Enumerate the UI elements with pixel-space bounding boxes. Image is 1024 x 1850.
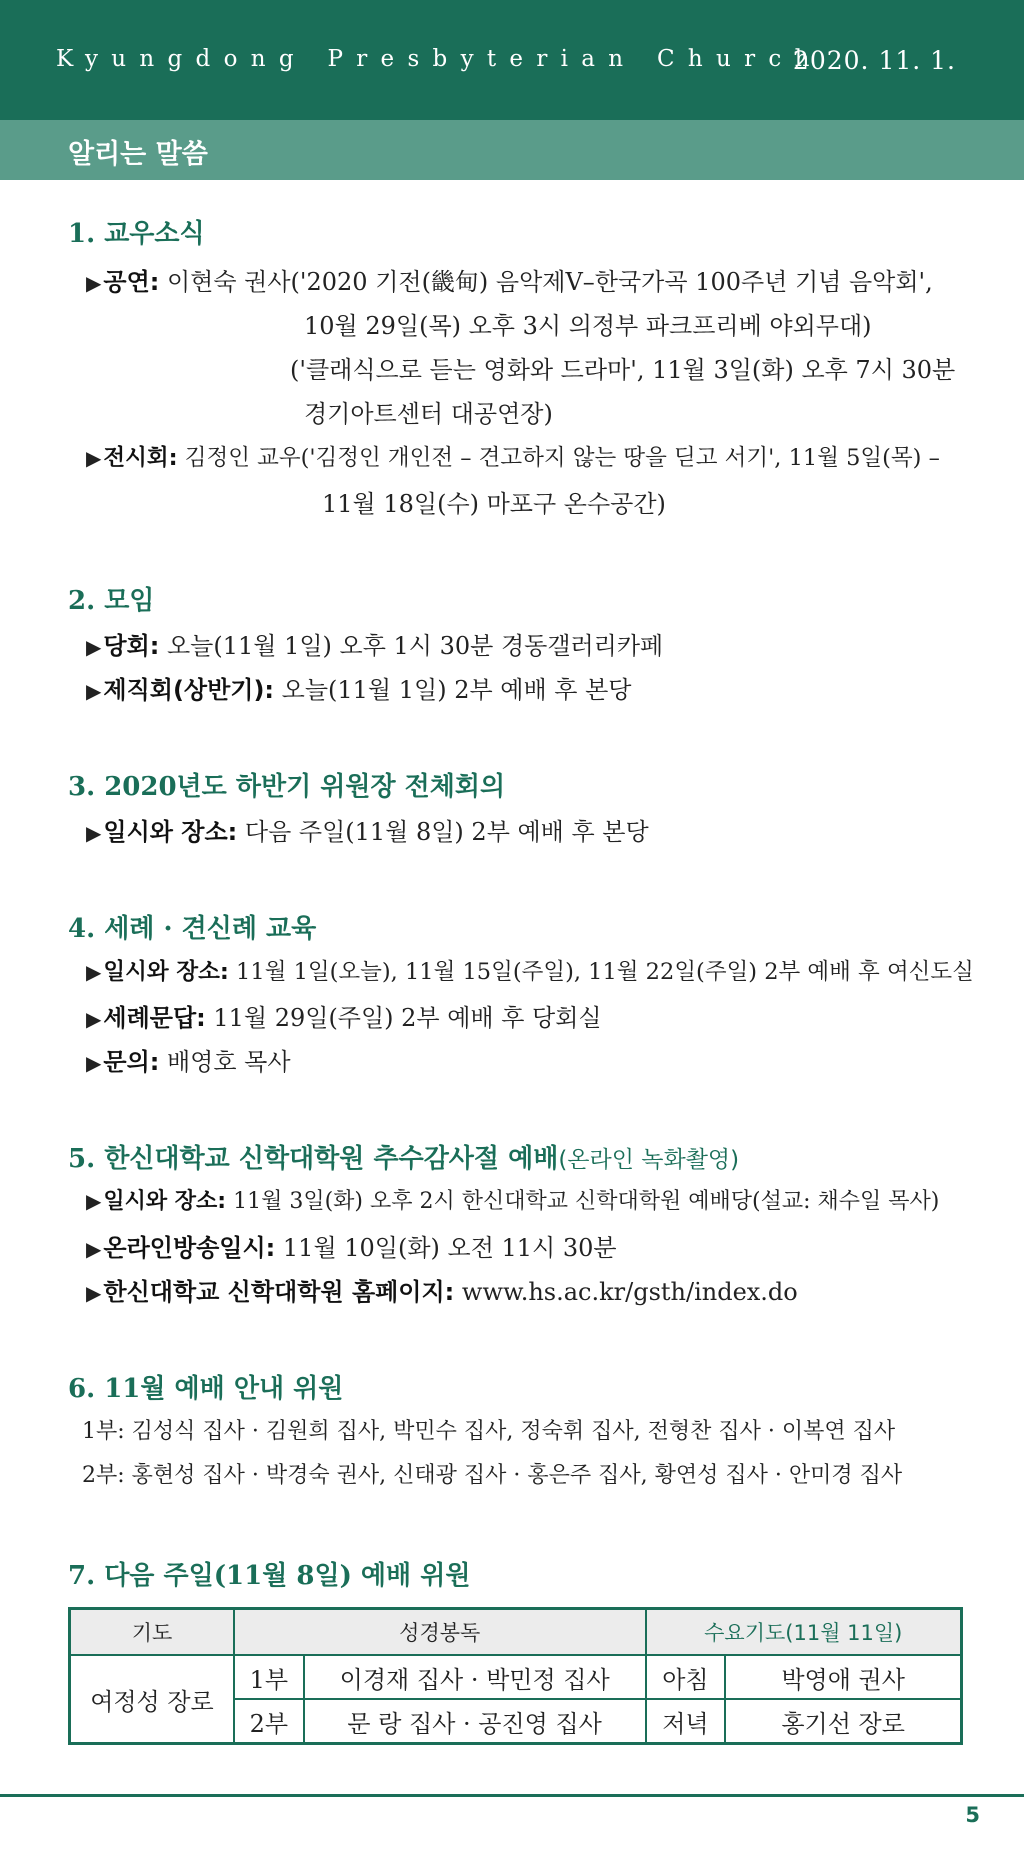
ushers-2nd-service: 2부: 홍현성 집사 · 박경숙 권사, 신태광 집사 · 홍은주 집사, 황연성 집사 · 안미경 집사 <box>82 1463 903 1488</box>
section-7-title: 7. 다음 주일(11월 8일) 예배 위원 <box>68 1561 471 1591</box>
service-part: 2부 <box>234 1699 304 1744</box>
section-1-title: 1. 교우소식 <box>68 219 205 249</box>
readers: 문 랑 집사 · 공진영 집사 <box>304 1699 646 1744</box>
inquiry-label: 문의: <box>103 1048 160 1076</box>
performance-line-2: 10월 29일(목) 오후 3시 의정부 파크프리베 야외무대) <box>304 312 872 340</box>
header-bar <box>0 0 1024 120</box>
table-row <box>70 1655 962 1699</box>
session-line: ▶당회: 오늘(11월 1일) 오후 1시 30분 경동갤러리카페 <box>86 632 664 660</box>
worship-duty-table <box>68 1607 963 1745</box>
service-part: 1부 <box>234 1655 304 1699</box>
prayer-leader: 여정성 장로 <box>70 1655 234 1744</box>
section-title: 알리는 말씀 <box>68 139 208 170</box>
wednesday-prayer-leader: 박영애 권사 <box>725 1655 961 1699</box>
section-bar <box>0 120 1024 180</box>
readers: 이경재 집사 · 박민정 집사 <box>304 1655 646 1699</box>
section-2-title: 2. 모임 <box>68 586 155 616</box>
wednesday-prayer-leader: 홍기선 장로 <box>725 1699 961 1744</box>
homepage-link[interactable]: www.hs.ac.kr/gsth/index.do <box>454 1278 798 1306</box>
header-wednesday-prayer: 수요기도(11월 11일) <box>646 1609 962 1656</box>
datetime-place-label: 일시와 장소: <box>103 1189 227 1214</box>
session-label: 당회: <box>103 632 160 660</box>
thanksgiving-schedule-line: ▶일시와 장소: 11월 3일(화) 오후 2시 한신대학교 신학대학원 예배당(설교: 채수일 목사) <box>86 1189 940 1214</box>
section-4-title: 4. 세례 · 견신례 교육 <box>68 914 317 944</box>
baptism-schedule-line: ▶일시와 장소: 11월 1일(오늘), 11월 15일(주일), 11월 22일(주일) 2부 예배 후 여신도실 <box>86 959 974 985</box>
section-6-title: 6. 11월 예배 안내 위원 <box>68 1374 344 1404</box>
header-prayer: 기도 <box>70 1609 234 1656</box>
exhibition-label: 전시회: <box>103 445 178 471</box>
church-name: Kyungdong Presbyterian Church <box>56 46 823 72</box>
bulletin-date: 2020. 11. 1. <box>792 46 956 75</box>
homepage-line: ▶한신대학교 신학대학원 홈페이지: www.hs.ac.kr/gsth/index.do <box>86 1278 798 1306</box>
officers-meeting-line: ▶제직회(상반기): 오늘(11월 1일) 2부 예배 후 본당 <box>86 676 632 704</box>
performance-line-3: ('클래식으로 듣는 영화와 드라마', 11월 3일(화) 오후 7시 30분 <box>290 356 956 384</box>
baptism-exam-label: 세례문답: <box>103 1004 206 1032</box>
ushers-1st-service: 1부: 김성식 집사 · 김원희 집사, 박민수 집사, 정숙휘 집사, 전형찬 집사 · 이복연 집사 <box>82 1419 896 1444</box>
performance-line: ▶공연: 이현숙 권사('2020 기전(畿甸) 음악제Ⅴ–한국가곡 100주년 기념 음악회', <box>86 268 933 296</box>
homepage-label: 한신대학교 신학대학원 홈페이지: <box>103 1278 455 1306</box>
baptism-exam-line: ▶세례문답: 11월 29일(주일) 2부 예배 후 당회실 <box>86 1004 602 1032</box>
section-5-title-note: (온라인 녹화촬영) <box>558 1147 740 1173</box>
section-3-title: 3. 2020년도 하반기 위원장 전체회의 <box>68 772 506 802</box>
section-5-title: 5. 한신대학교 신학대학원 추수감사절 예배(온라인 녹화촬영) <box>68 1144 740 1174</box>
footer-divider <box>0 1794 1024 1797</box>
time-of-day: 저녁 <box>646 1699 726 1744</box>
officers-meeting-label: 제직회(상반기): <box>103 676 275 704</box>
performance-label: 공연: <box>103 268 160 296</box>
page-number: 5 <box>965 1803 980 1827</box>
exhibition-line: ▶전시회: 김정인 교우('김정인 개인전 – 견고하지 않는 땅을 딛고 서기', 11월 5일(목) – <box>86 445 940 471</box>
exhibition-line-2: 11월 18일(수) 마포구 온수공간) <box>322 490 666 518</box>
online-broadcast-label: 온라인방송일시: <box>103 1234 276 1262</box>
committee-meeting-line: ▶일시와 장소: 다음 주일(11월 8일) 2부 예배 후 본당 <box>86 818 649 846</box>
datetime-place-label: 일시와 장소: <box>103 959 229 985</box>
inquiry-line: ▶문의: 배영호 목사 <box>86 1048 291 1076</box>
time-of-day: 아침 <box>646 1655 726 1699</box>
online-broadcast-line: ▶온라인방송일시: 11월 10일(화) 오전 11시 30분 <box>86 1234 617 1262</box>
table-header-row <box>70 1609 962 1656</box>
performance-line-4: 경기아트센터 대공연장) <box>304 400 553 428</box>
datetime-place-label: 일시와 장소: <box>103 818 238 846</box>
header-scripture-reading: 성경봉독 <box>234 1609 646 1656</box>
